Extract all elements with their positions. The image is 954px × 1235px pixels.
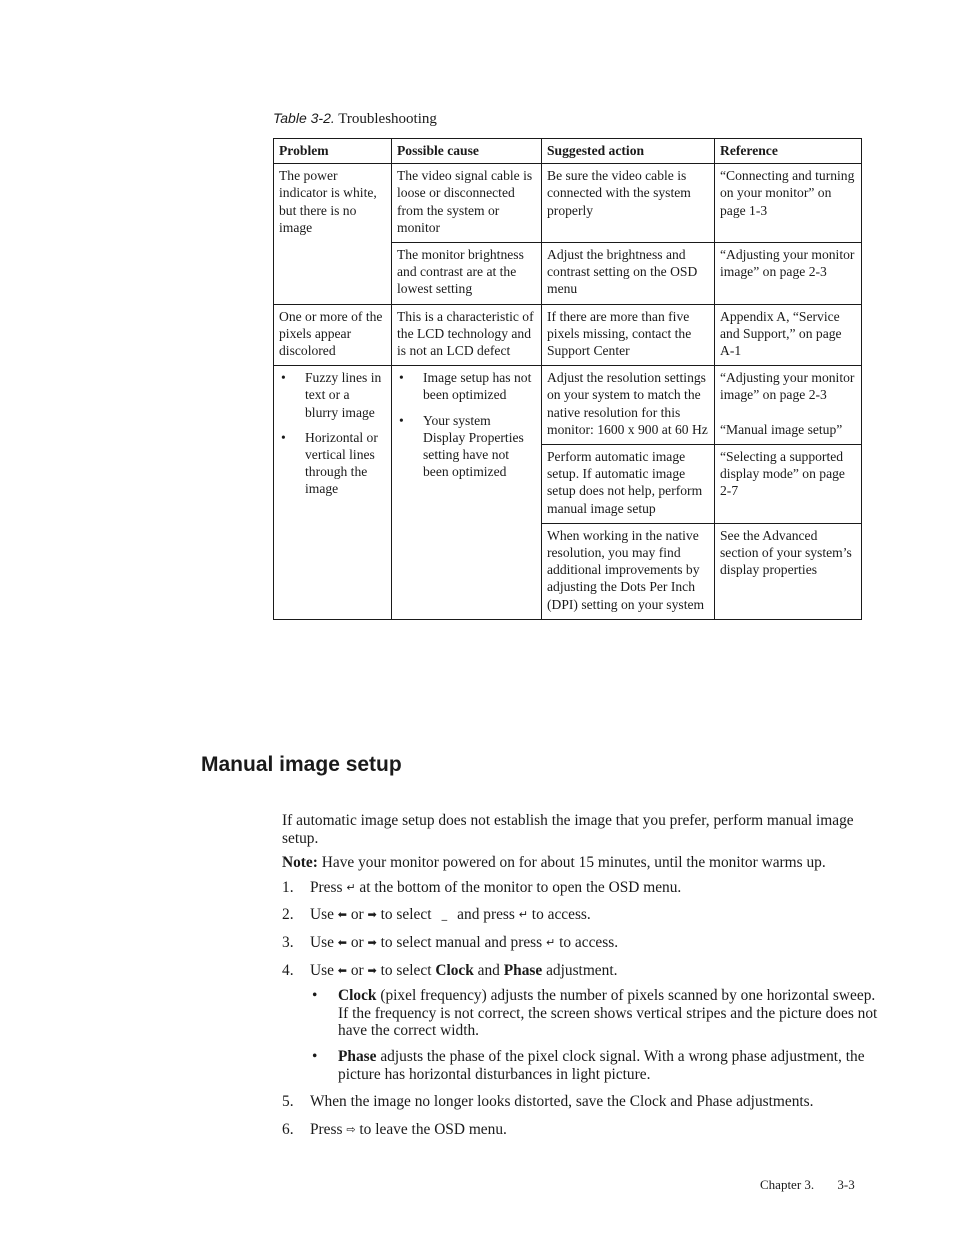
reference-text: “Adjusting your monitor image” on page 2-3 — [720, 370, 855, 403]
step-text: to select manual and press — [376, 933, 547, 951]
action-cell: Adjust the brightness and contrast setting on the OSD menu — [542, 243, 715, 305]
action-cell: Be sure the video cable is connected with the system properly — [542, 164, 715, 243]
clock-term: Clock — [338, 987, 377, 1005]
step-text: to select — [376, 906, 436, 924]
step-text: and — [473, 961, 504, 979]
step-text: When the image no longer looks distorted, save the Clock and Phase adjustments. — [310, 1093, 814, 1111]
enter-icon: ↵ — [546, 935, 556, 949]
page-footer — [760, 1177, 855, 1193]
step-number: 4. — [282, 961, 294, 979]
right-arrow-icon: ➡ — [367, 908, 377, 922]
step-text: Use — [310, 906, 338, 924]
step-number: 2. — [282, 906, 294, 924]
bullet-text: adjusts the phase of the pixel clock signal. With a wrong phase adjustment, the picture has horizontal disturbances in light picture. — [338, 1047, 865, 1083]
step-item — [282, 1121, 882, 1139]
left-arrow-icon: ⬅ — [337, 908, 348, 922]
enter-icon: ↵ — [518, 908, 528, 922]
step-text: at the bottom of the monitor to open the OSD menu. — [355, 878, 682, 896]
adjustment-list — [310, 987, 882, 1083]
header-reference: Reference — [715, 139, 862, 164]
problem-cell: The power indicator is white, but there is no image — [274, 164, 392, 304]
problem-cell: One or more of the pixels appear discolored — [274, 304, 392, 366]
table-caption — [273, 110, 437, 128]
reference-cell: “Connecting and turning on your monitor” on page 1-3 — [715, 164, 862, 243]
cause-cell: The monitor brightness and contrast are at the lowest setting — [392, 243, 542, 305]
settings-menu-icon: _ — [441, 908, 448, 922]
phase-term: Phase — [338, 1047, 377, 1065]
table-row — [274, 366, 862, 445]
reference-text: “Manual image setup” — [720, 421, 843, 437]
list-item: • Fuzzy lines in text or a blurry image — [279, 369, 386, 421]
bullet-text: (pixel frequency) adjusts the number of pixels scanned by one horizontal sweep. If the frequency is not correct, the screen shows vertical stripes and the picture does not have the correct width. — [338, 987, 878, 1040]
problem-list — [279, 369, 386, 497]
step-text: to select — [376, 961, 436, 979]
step-text: or — [347, 906, 368, 924]
step-text: Press — [310, 878, 347, 896]
step-number: 1. — [282, 878, 294, 896]
footer-chapter: Chapter 3. — [760, 1177, 815, 1192]
footer-page-number: 3-3 — [837, 1177, 855, 1192]
step-text: or — [347, 933, 368, 951]
action-cell: Adjust the resolution settings on your system to match the native resolution for this monitor: 1600 x 900 at 60 Hz — [542, 366, 715, 445]
cause-list — [397, 369, 536, 480]
note-text: Have your monitor powered on for about 15 minutes, until the monitor warms up. — [317, 854, 826, 872]
step-text: Press — [310, 1120, 347, 1138]
cause-cell — [392, 366, 542, 620]
header-suggested-action: Suggested action — [542, 139, 715, 164]
reference-cell — [715, 366, 862, 445]
reference-cell: “Adjusting your monitor image” on page 2-3 — [715, 243, 862, 305]
exit-icon: ⇨ — [346, 1122, 356, 1136]
steps-list — [282, 879, 882, 1139]
step-number: 5. — [282, 1093, 294, 1111]
list-item: • Your system Display Properties setting have not been optimized — [397, 412, 536, 481]
left-arrow-icon: ⬅ — [337, 935, 348, 949]
step-text: Use — [310, 961, 338, 979]
right-arrow-icon: ➡ — [367, 935, 377, 949]
right-arrow-icon: ➡ — [367, 963, 377, 977]
step-text: adjustment. — [542, 961, 618, 979]
step-text: Use — [310, 933, 338, 951]
table-caption-text: Troubleshooting — [338, 111, 437, 127]
action-cell: Perform automatic image setup. If automatic image setup does not help, perform manual image setup — [542, 445, 715, 524]
reference-cell: See the Advanced section of your system’s display properties — [715, 523, 862, 619]
step-text: to access. — [527, 906, 591, 924]
step-text: to access. — [555, 933, 619, 951]
table-caption-label: Table 3-2. — [273, 110, 335, 126]
note-label: Note: — [282, 854, 318, 872]
list-item: • Horizontal or vertical lines through the image — [279, 429, 386, 498]
header-problem: Problem — [274, 139, 392, 164]
left-arrow-icon: ⬅ — [337, 963, 348, 977]
step-text: and press — [453, 906, 519, 924]
cause-cell: This is a characteristic of the LCD technology and is not an LCD defect — [392, 304, 542, 366]
header-possible-cause: Possible cause — [392, 139, 542, 164]
step-item — [282, 934, 882, 952]
reference-cell: Appendix A, “Service and Support,” on page A-1 — [715, 304, 862, 366]
table-row — [274, 304, 862, 366]
table-row — [274, 164, 862, 243]
list-item: • Image setup has not been optimized — [397, 369, 536, 403]
clock-term: Clock — [435, 961, 474, 979]
reference-cell: “Selecting a supported display mode” on page 2-7 — [715, 445, 862, 524]
step-item — [282, 1093, 882, 1111]
step-item — [282, 906, 882, 924]
troubleshooting-table — [273, 138, 862, 620]
step-item — [282, 879, 882, 897]
step-item — [282, 962, 882, 1084]
list-item — [310, 1048, 882, 1083]
action-cell: When working in the native resolution, you may find additional improvements by adjusting the Dots Per Inch (DPI) setting on your system — [542, 523, 715, 619]
list-item — [310, 987, 882, 1040]
enter-icon: ↵ — [346, 880, 356, 894]
cause-cell: The video signal cable is loose or disconnected from the system or monitor — [392, 164, 542, 243]
step-text: to leave the OSD menu. — [355, 1120, 507, 1138]
problem-cell — [274, 366, 392, 620]
section-body — [282, 812, 882, 1148]
phase-term: Phase — [503, 961, 543, 979]
note-paragraph — [282, 854, 882, 872]
section-title: Manual image setup — [201, 753, 402, 776]
step-text: or — [347, 961, 368, 979]
table-header-row — [274, 139, 862, 164]
step-number: 3. — [282, 933, 294, 951]
step-number: 6. — [282, 1120, 294, 1138]
action-cell: If there are more than five pixels missing, contact the Support Center — [542, 304, 715, 366]
intro-paragraph: If automatic image setup does not establish the image that you prefer, perform manual image setup. — [282, 812, 854, 847]
